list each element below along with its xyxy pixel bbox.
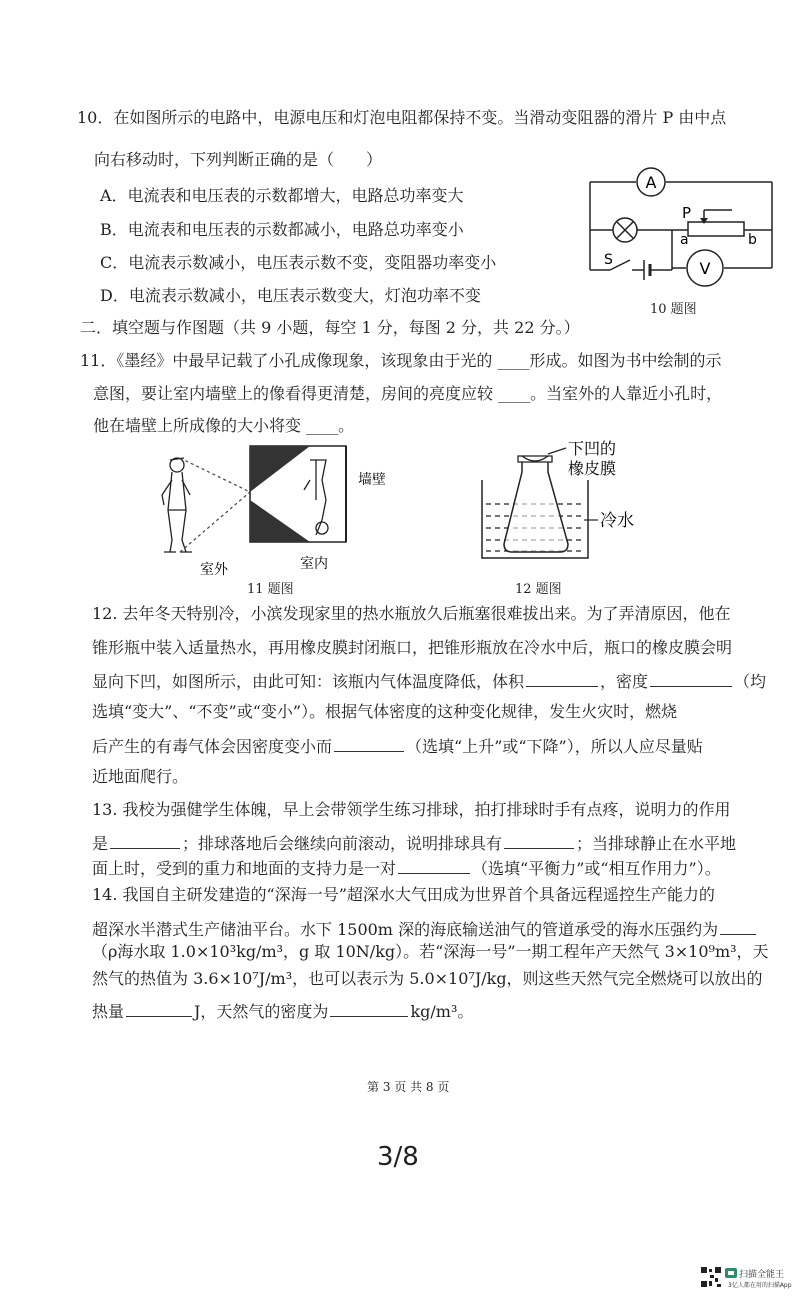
membrane-label-1: 下凹的 — [568, 440, 617, 458]
q10-text-line2: 向右移动时，下列判断正确的是（ ） — [94, 150, 383, 169]
blank[interactable] — [504, 832, 574, 849]
q12-text-line1: 12. 去年冬天特别冷，小滨发现家里的热水瓶放久后瓶塞很难拔出来。为了弄清原因，他在 — [92, 604, 731, 623]
blank[interactable] — [126, 1000, 192, 1017]
q14-text-line4: 然气的热值为 3.6×10⁷J/m³，也可以表示为 5.0×10⁷J/kg，则这些天然气完全燃烧可以放出的 — [92, 969, 763, 988]
blank[interactable] — [526, 670, 598, 687]
q10-text-line1: 10．在如图所示的电路中，电源电压和灯泡电阻都保持不变。当滑动变阻器的滑片 P 由中点 — [77, 108, 727, 127]
q12-text-line2: 锥形瓶中装入适量热水，再用橡皮膜封闭瓶口，把锥形瓶放在冷水中后，瓶口的橡皮膜会明 — [92, 638, 733, 657]
q12-caption: 12 题图 — [515, 582, 562, 597]
qr-code-icon — [700, 1266, 722, 1288]
q14-text-line3: （ρ海水取 1.0×10³kg/m³，g 取 10N/kg）。若“深海一号”一期工程年产天然气 3×10⁹m³，天 — [92, 942, 769, 961]
page-footer: 第 3 页 共 8 页 — [367, 1080, 450, 1094]
indoor-label: 室内 — [300, 556, 328, 572]
q10-caption: 10 题图 — [650, 302, 697, 317]
q10-option-d: D．电流表示数减小，电压表示数变大，灯泡功率不变 — [100, 286, 481, 305]
ammeter-label: A — [645, 173, 657, 192]
blank[interactable] — [110, 832, 180, 849]
end-b-label: b — [748, 232, 757, 248]
blank[interactable] — [330, 1000, 408, 1017]
outdoor-label: 室外 — [200, 562, 228, 578]
q14-text-line1: 14. 我国自主研发建造的“深海一号”超深水大气田成为世界首个具备远程遥控生产能力的 — [92, 885, 715, 904]
q10-option-b: B．电流表和电压表的示数都减小，电路总功率变小 — [100, 220, 464, 239]
q11-text-line1: 11．《墨经》中最早记载了小孔成像现象，该现象由于光的 ____形成。如图为书中绘制的示 — [80, 351, 722, 370]
q12-flask-diagram — [470, 440, 670, 570]
voltmeter-label: V — [699, 259, 711, 278]
slider-arrow-icon — [700, 218, 708, 224]
q11-text-line2: 意图，要让室内墙壁上的像看得更清楚，房间的亮度应较 ____。当室外的人靠近小孔时， — [93, 384, 723, 403]
q14-text-line2: 超深水半潜式生产储油平台。水下 1500m 深的海底输送油气的管道承受的海水压强约为 — [92, 918, 758, 940]
scanner-brand: 扫描全能王 — [739, 1270, 785, 1280]
scanner-tagline: 3亿人都在用的扫描App — [728, 1282, 792, 1289]
scanner-logo-icon — [725, 1268, 737, 1278]
section2-heading: 二．填空题与作图题（共 9 小题，每空 1 分，每图 2 分，共 22 分。） — [80, 318, 580, 337]
q10-circuit-diagram — [580, 160, 780, 290]
blank[interactable] — [398, 857, 470, 874]
q14-text-line5: 热量 J，天然气的密度为 kg/m³。 — [92, 1002, 474, 1021]
q13-text-line3: 面上时，受到的重力和地面的支持力是一对 （选填“平衡力”或“相互作用力”）。 — [92, 859, 721, 878]
membrane-label-2: 橡皮膜 — [568, 459, 617, 478]
blank[interactable] — [650, 670, 732, 687]
q12-text-line6: 近地面爬行。 — [92, 767, 189, 786]
switch-blade — [610, 260, 630, 270]
q10-option-a: A．电流表和电压表的示数都增大，电路总功率变大 — [100, 186, 464, 205]
slider-label: P — [682, 204, 692, 222]
q10-option-c: C．电流表示数减小，电压表示数不变，变阻器功率变小 — [100, 253, 497, 272]
q12-text-line5: 后产生的有毒气体会因密度变小而 （选填“上升”或“下降”），所以人应尽量贴 — [92, 737, 703, 756]
q13-text-line2: 是 ；排球落地后会继续向前滚动，说明排球具有 ；当排球静止在水平地 — [92, 834, 737, 853]
end-a-label: a — [680, 232, 689, 248]
water-label: 冷水 — [600, 511, 634, 531]
outdoor-person-icon — [162, 458, 192, 552]
rheostat — [688, 222, 744, 236]
wall-label-top: 墙壁 — [358, 472, 386, 488]
q12-text-line3: 显向下凹，如图所示，由此可知：该瓶内气体温度降低，体积 ，密度 （均 — [92, 672, 767, 691]
blank[interactable] — [334, 735, 404, 752]
switch-label: S — [604, 252, 613, 268]
page-indicator: 3/8 — [377, 1142, 419, 1172]
q11-caption: 11 题图 — [247, 582, 294, 597]
q11-pinhole-diagram — [150, 440, 390, 580]
q11-text-line3: 他在墙壁上所成像的大小将变 ____。 — [93, 416, 355, 435]
q13-text-line1: 13. 我校为强健学生体魄，早上会带领学生练习排球，拍打排球时手有点疼，说明力的作用 — [92, 800, 731, 819]
q12-text-line4: 选填“变大”、“不变”或“变小”）。根据气体密度的这种变化规律，发生火灾时，燃烧 — [92, 702, 678, 721]
blank[interactable] — [720, 918, 756, 935]
